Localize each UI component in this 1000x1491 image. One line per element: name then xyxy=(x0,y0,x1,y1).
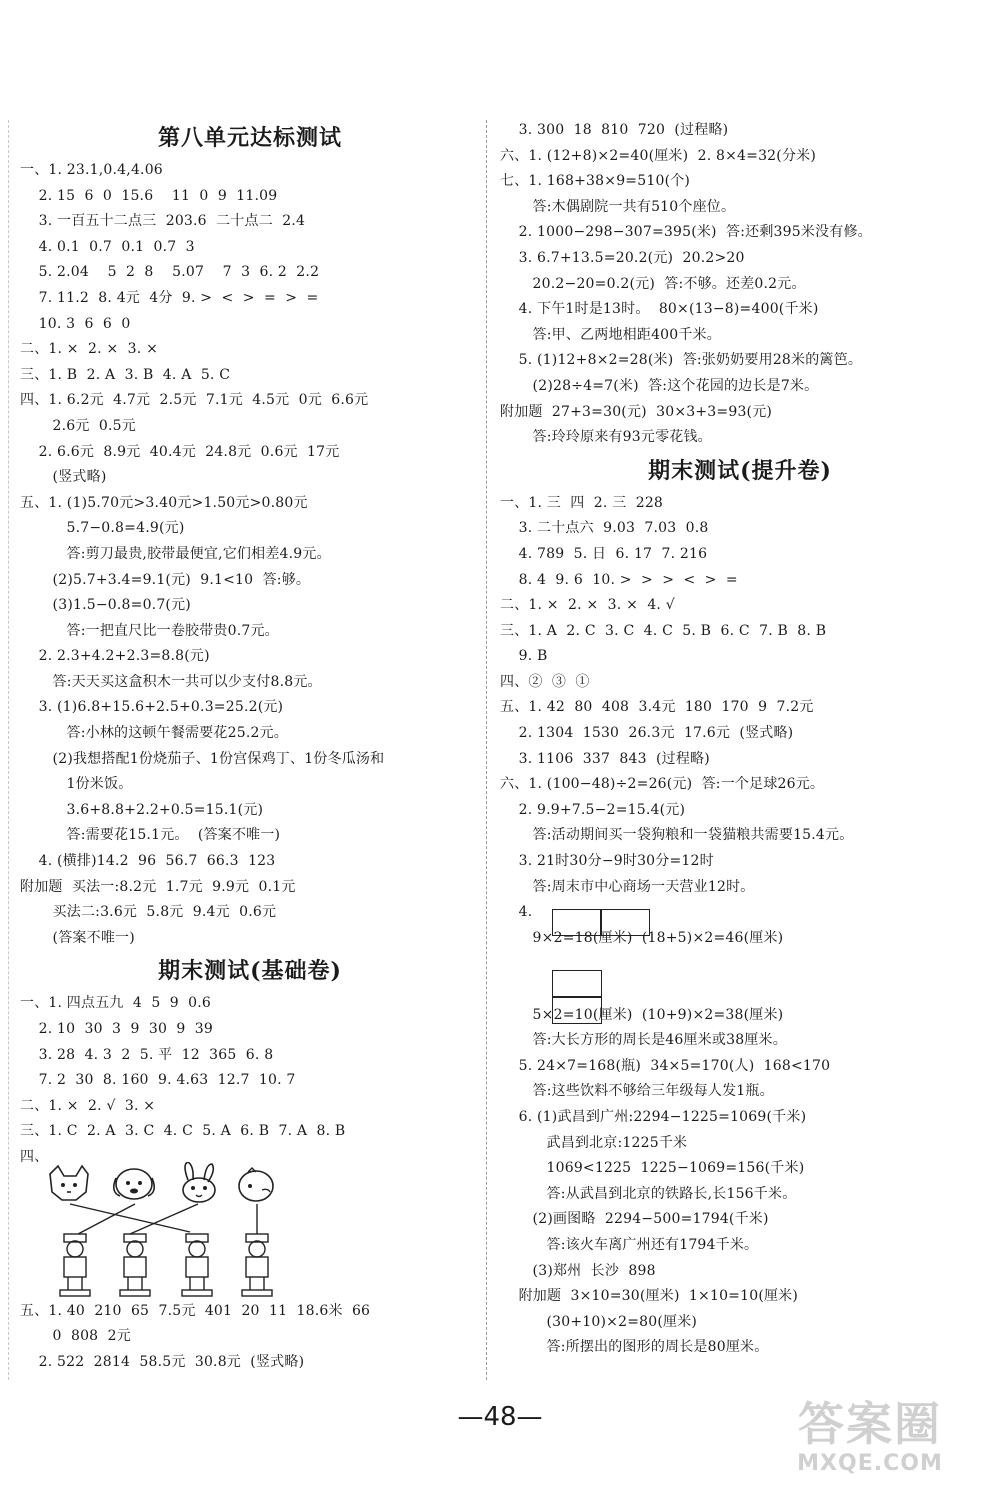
answer-line: 一、1. 23.1,0.4,4.06 xyxy=(20,162,163,178)
answer-line: 一、1. 四点五九 4 5 9 0.6 xyxy=(20,995,211,1012)
answer-line: 五、1. (1)5.70元>3.40元>1.50元>0.80元 xyxy=(20,494,308,511)
answer-line: 二、1. × 2. × 3. × xyxy=(20,341,159,358)
answer-line: 20.2−20=0.2(元) 答:不够。还差0.2元。 xyxy=(500,275,806,292)
answer-line: 9×2=18(厘米) (18+5)×2=46(厘米) xyxy=(500,929,784,946)
answer-line: 4. 789 5. 日 6. 17 7. 216 xyxy=(500,545,708,562)
answer-line: 答:玲玲原来有93元零花钱。 xyxy=(500,429,712,446)
answer-line: 1份米饭。 xyxy=(20,776,133,793)
watermark-url: MXQE.COM xyxy=(797,1451,943,1476)
section-heading: 第八单元达标测试 xyxy=(157,125,342,151)
answer-line: 四、1. 6.2元 4.7元 2.5元 7.1元 4.5元 0元 6.6元 xyxy=(20,392,369,409)
answer-line: 4. 0.1 0.7 0.1 0.7 3 xyxy=(20,238,195,255)
page-number: —48— xyxy=(457,1402,543,1432)
fox-head-icon xyxy=(50,1166,88,1200)
answer-line: 武昌到北京:1225千米 xyxy=(500,1134,688,1151)
dog-head-icon xyxy=(114,1169,155,1199)
answer-line: 3. 二十点六 9.03 7.03 0.8 xyxy=(500,520,709,537)
answer-line: 四、 xyxy=(20,1148,49,1165)
answer-line: 2. 1304 1530 26.3元 17.6元 (竖式略) xyxy=(500,725,794,742)
answer-line: (2)5.7+3.4=9.1(元) 9.1<10 答:够。 xyxy=(20,571,311,588)
answer-line: 7. 11.2 8. 4元 4分 9. > < > = > = xyxy=(20,289,319,306)
answer-line: 答:该火车离广州还有1794千米。 xyxy=(500,1236,759,1253)
answer-line: 2. 2.3+4.2+2.3=8.8(元) xyxy=(20,648,210,665)
answer-line: 四、② ③ ① xyxy=(500,673,590,690)
answer-line: 9. B xyxy=(500,648,548,665)
answer-line: 4. 下午1时是13时。 80×(13−8)=400(千米) xyxy=(500,301,819,318)
answer-line: 10. 3 6 6 0 xyxy=(20,315,131,332)
answer-line: 一、1. 三 四 2. 三 228 xyxy=(500,494,664,511)
answer-line: 二、1. × 2. × 3. × 4. √ xyxy=(500,597,675,614)
answer-line: 2. 10 30 3 9 30 9 39 xyxy=(20,1021,213,1037)
answer-line: 二、1. × 2. √ 3. × xyxy=(20,1097,156,1114)
child-figure-icon xyxy=(182,1234,212,1296)
answer-line: 2. 15 6 0 15.6 11 0 9 11.09 xyxy=(20,187,278,204)
answer-line: 3. 300 18 810 720 (过程略) xyxy=(500,122,729,138)
answer-line: 答:大长方形的周长是46厘米或38厘米。 xyxy=(500,1032,787,1049)
answer-line: 三、1. B 2. A 3. B 4. A 5. C xyxy=(20,366,231,383)
answer-line: 三、1. A 2. C 3. C 4. C 5. B 6. C 7. B 8. B xyxy=(500,622,827,639)
tall-rectangle-top xyxy=(552,970,602,998)
answer-line: 3. 21时30分−9时30分=12时 xyxy=(500,853,714,870)
answer-line: 五、1. 40 210 65 7.5元 401 20 11 18.6米 66 xyxy=(20,1302,371,1319)
answer-line: 5. (1)12+8×2=28(米) 答:张奶奶要用28米的篱笆。 xyxy=(500,352,863,369)
answer-line: 附加题 3×10=30(厘米) 1×10=10(厘米) xyxy=(500,1288,799,1305)
answer-line: 3.6+8.8+2.2+0.5=15.1(元) xyxy=(20,801,264,818)
left-margin-rule xyxy=(8,120,9,1380)
rabbit-head-icon xyxy=(183,1162,215,1202)
answer-line: 6. (1)武昌到广州:2294−1225=1069(千米) xyxy=(500,1108,807,1125)
watermark-logo: 答案圈 xyxy=(798,1397,942,1451)
answer-line: 三、1. C 2. A 3. C 4. C 5. A 6. B 7. A 8. B xyxy=(20,1123,346,1140)
tall-rectangle-bottom xyxy=(552,996,602,1024)
answer-line: 附加题 买法一:8.2元 1.7元 9.9元 0.1元 xyxy=(20,878,296,895)
answer-line: 答:甲、乙两地相距400千米。 xyxy=(500,326,721,343)
wide-rectangle-right xyxy=(600,909,650,936)
answer-line: 3. 一百五十二点三 203.6 二十点二 2.4 xyxy=(20,213,306,230)
answer-line: 答:一把直尺比一卷胶带贵0.7元。 xyxy=(20,622,279,639)
answer-line: 4. (横排)14.2 96 56.7 66.3 123 xyxy=(20,853,276,870)
child-figure-icon xyxy=(60,1234,90,1296)
child-figure-icon xyxy=(120,1234,150,1296)
answer-line: 5.7−0.8=4.9(元) xyxy=(20,520,185,537)
answer-line: 2.6元 0.5元 xyxy=(20,417,136,434)
matching-figure xyxy=(40,1162,290,1297)
answer-line: (答案不唯一) xyxy=(20,929,135,946)
answer-line: 2. 9.9+7.5−2=15.4(元) xyxy=(500,801,686,818)
column-divider xyxy=(486,120,487,1380)
answer-line: (竖式略) xyxy=(20,469,107,486)
answer-line: 答:周末市中心商场一天营业12时。 xyxy=(500,878,755,895)
answer-line: 1069<1225 1225−1069=156(千米) xyxy=(500,1160,805,1177)
answer-line: 5×2=10(厘米) (10+9)×2=38(厘米) xyxy=(500,1006,784,1023)
answer-line: 4. xyxy=(500,904,533,921)
answer-line: 2. 522 2814 58.5元 30.8元 (竖式略) xyxy=(20,1353,305,1370)
answer-line: 答:需要花15.1元。 (答案不唯一) xyxy=(20,827,281,844)
answer-line: 答:剪刀最贵,胶带最便宜,它们相差4.9元。 xyxy=(20,545,331,562)
answer-line: (3)1.5−0.8=0.7(元) xyxy=(20,597,191,614)
answer-line: 3. 6.7+13.5=20.2(元) 20.2>20 xyxy=(500,249,745,266)
answer-line: 答:从武昌到北京的铁路长,长156千米。 xyxy=(500,1185,797,1202)
answer-line: (2)28÷4=7(米) 答:这个花园的边长是7米。 xyxy=(500,377,819,394)
answer-line: 2. 1000−298−307=395(米) 答:还剩395米没有修。 xyxy=(500,224,872,241)
answer-line: 7. 2 30 8. 160 9. 4.63 12.7 10. 7 xyxy=(20,1072,296,1089)
answer-line: 8. 4 9. 6 10. > > > < > = xyxy=(500,571,738,588)
wide-rectangle-left xyxy=(552,909,602,936)
answer-line: (2)画图略 2294−500=1794(千米) xyxy=(500,1211,769,1228)
answer-line: 附加题 27+3=30(元) 30×3+3=93(元) xyxy=(500,403,773,420)
answer-line: (3)郑州 长沙 898 xyxy=(500,1262,656,1279)
answer-line: (30+10)×2=80(厘米) xyxy=(500,1313,698,1330)
section-heading: 期末测试(提升卷) xyxy=(648,457,832,484)
answer-line: 5. 24×7=168(瓶) 34×5=170(人) 168<170 xyxy=(500,1057,831,1074)
answer-line: 答:天天买这盒积木一共可以少支付8.8元。 xyxy=(20,673,322,690)
section-heading: 期末测试(基础卷) xyxy=(158,958,342,985)
answer-line: 买法二:3.6元 5.8元 9.4元 0.6元 xyxy=(20,904,277,921)
round-animal-head-icon xyxy=(239,1168,273,1201)
answer-line: 0 808 2元 xyxy=(20,1328,131,1345)
answer-line: 答:这些饮料不够给三年级每人发1瓶。 xyxy=(500,1083,774,1100)
answer-line: 答:活动期间买一袋狗粮和一袋猫粮共需要15.4元。 xyxy=(500,827,854,844)
watermark xyxy=(760,1398,980,1488)
answer-line: 答:木偶剧院一共有510个座位。 xyxy=(500,198,736,215)
answer-line: 2. 6.6元 8.9元 40.4元 24.8元 0.6元 17元 xyxy=(20,443,340,460)
answer-line: 答:小林的这顿午餐需要花25.2元。 xyxy=(20,725,288,742)
answer-line: 5. 2.04 5 2 8 5.07 7 3 6. 2 2.2 xyxy=(20,264,320,281)
answer-line: 六、1. (100−48)÷2=26(元) 答:一个足球26元。 xyxy=(500,776,825,793)
answer-line: 3. (1)6.8+15.6+2.5+0.3=25.2(元) xyxy=(20,699,284,716)
answer-line: (2)我想搭配1份烧茄子、1份宫保鸡丁、1份冬瓜汤和 xyxy=(20,750,385,767)
answer-line: 七、1. 168+38×9=510(个) xyxy=(500,173,691,190)
right-column xyxy=(500,118,980,1361)
answer-line: 3. 28 4. 3 2 5. 平 12 365 6. 8 xyxy=(20,1046,274,1063)
answer-line: 五、1. 42 80 408 3.4元 180 170 9 7.2元 xyxy=(500,699,814,716)
answer-line: 六、1. (12+8)×2=40(厘米) 2. 8×4=32(分米) xyxy=(500,147,817,164)
answer-line: 答:所摆出的图形的周长是80厘米。 xyxy=(500,1339,769,1356)
answer-line: 3. 1106 337 843 (过程略) xyxy=(500,750,710,767)
child-figure-icon xyxy=(242,1234,272,1296)
